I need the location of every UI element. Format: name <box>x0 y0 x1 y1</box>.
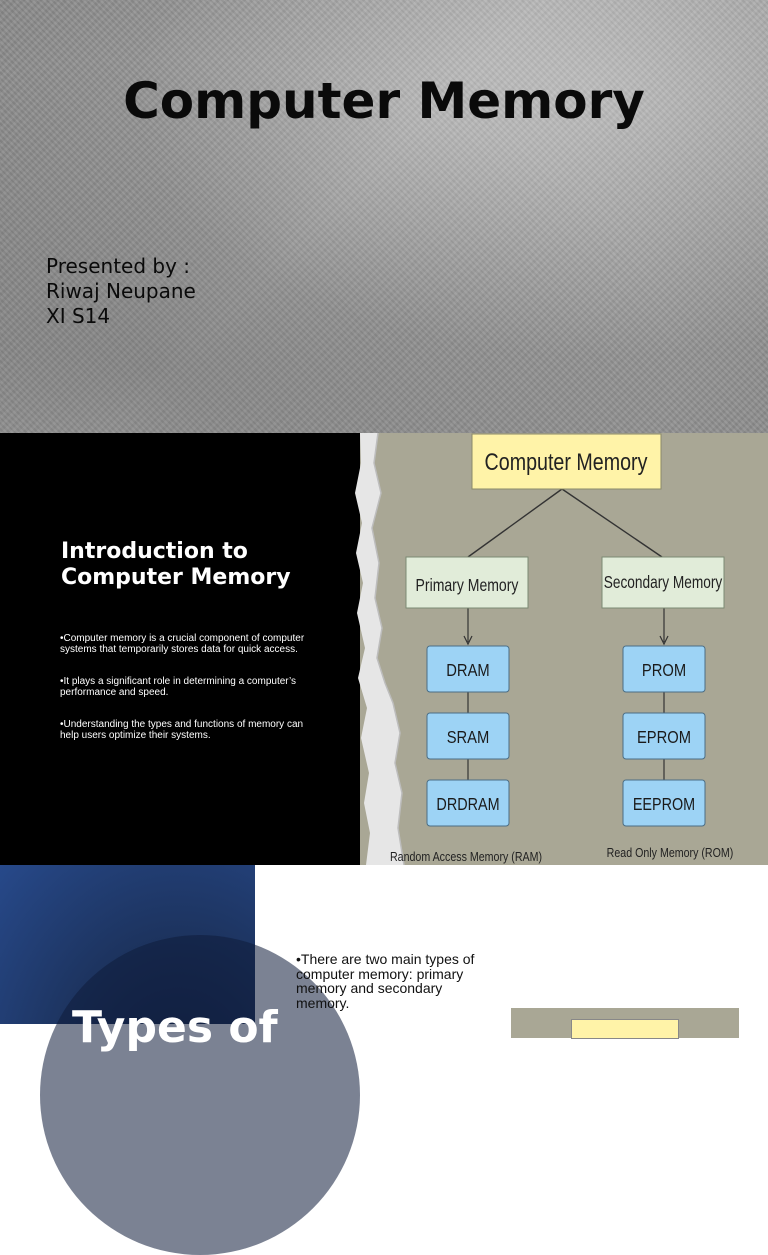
intro-heading-line2: Computer Memory <box>61 565 291 590</box>
diagram-item-node <box>623 713 705 759</box>
presenter-label: Presented by : <box>46 254 191 278</box>
diagram-root-node <box>472 434 661 489</box>
diagram-secondary-node <box>602 557 724 608</box>
slide-title: Computer Memory <box>123 72 645 130</box>
intro-slide <box>0 433 768 865</box>
diagram-item-node <box>623 780 705 826</box>
diagram-thumbnail-root <box>571 1019 679 1039</box>
diagram-item-label: PROM <box>641 660 687 681</box>
diagram-item-node <box>427 780 509 826</box>
diagram-item-node <box>427 713 509 759</box>
intro-heading <box>61 539 351 591</box>
diagram-primary-node <box>406 557 528 608</box>
diagram-primary-label: Primary Memory <box>415 575 519 596</box>
diagram-root-label: Computer Memory <box>484 448 648 476</box>
diagram-item-label: SRAM <box>446 727 490 748</box>
presenter-name: Riwaj Neupane <box>46 279 196 303</box>
types-text: •There are two main types of computer memory: primary memory and secondary memory. <box>296 951 475 1011</box>
diagram-item-label: EEPROM <box>632 794 696 815</box>
diagram-thumbnail <box>511 1008 739 1038</box>
title-slide <box>0 0 768 433</box>
bullet-item: •It plays a significant role in determining a computer’s performance and speed. <box>60 676 297 698</box>
diagram-item-node <box>427 646 509 692</box>
presenter-block <box>46 254 196 329</box>
memory-hierarchy-diagram <box>360 433 768 865</box>
diagram-item-node <box>623 646 705 692</box>
diagram-secondary-label: Secondary Memory <box>603 573 723 593</box>
bullet-item: •Understanding the types and functions of memory can help users optimize their systems. <box>60 719 304 741</box>
types-title: Types of <box>72 1002 278 1053</box>
bullet-item: •Computer memory is a crucial component of computer systems that temporarily stores data for quick access. <box>60 633 305 655</box>
intro-heading-line1: Introduction to <box>61 539 248 564</box>
intro-bullets <box>60 634 320 764</box>
presenter-class: XI S14 <box>46 304 111 328</box>
types-slide <box>0 865 768 1053</box>
diagram-ram-caption: Random Access Memory (RAM) <box>389 848 543 865</box>
blue-side-panel <box>0 865 255 1024</box>
diagram-item-label: DRAM <box>446 660 490 681</box>
diagram-item-label: EPROM <box>636 727 692 748</box>
diagram-item-label: DRDRAM <box>436 794 500 815</box>
diagram-rom-caption: Read Only Memory (ROM) <box>606 844 734 861</box>
